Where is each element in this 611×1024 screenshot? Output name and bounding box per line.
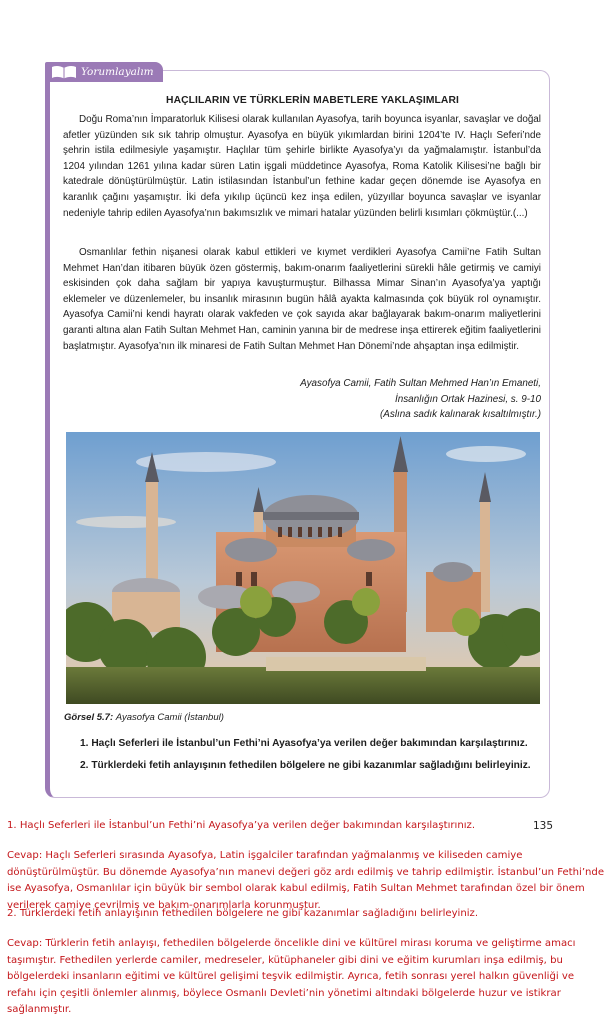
section-tag [45, 62, 163, 82]
source-line-1: Ayasofya Camii, Fatih Sultan Mehmed Han’ın Emaneti, [300, 378, 541, 389]
source-line-3: (Aslına sadık kalınarak kısaltılmıştır.) [380, 409, 541, 421]
answer-2: Cevap: Türklerin fetih anlayışı, fethedilen bölgelerde öncelikle dini ve kültürel mirası koruma ve geliştirme amacı taşımıştır. Fethedilen yerlerde camiler, medreseler, kütüphaneler gibi dini ve eğitim kurumları inşa edilmiş, bu bölgelerdeki insanların eğitimi ve kültürel gelişimi teşvik edilmiştir. Ayrıca, fetih sonrası yerel halkın güvenliği ve refahı için çeşitli önlemler alınmış, böylece Osmanlı Devleti’nin yönetimi altındaki bölgelerde huzur ve istikrar sağlanmıştır. [7, 938, 576, 1015]
page-number: 135 [533, 820, 554, 832]
photo-caption [64, 712, 224, 723]
section-tag-label: Yorumlayalım [81, 66, 154, 78]
caption-label: Görsel 5.7: [64, 712, 114, 723]
source-line-2: İnsanlığın Ortak Hazinesi, s. 9-10 [395, 393, 541, 405]
source-citation [300, 376, 541, 423]
question-1: 1. Haçlı Seferleri ile İstanbul’un Fethi’ni Ayasofya’ya verilen değer bakımından karşılaştırınız. [80, 738, 528, 749]
answer-question-2: 2. Türklerdeki fetih anlayışının fethedilen bölgelere ne gibi kazanımlar sağladığını belirleyiniz. [7, 908, 479, 919]
hagia-sophia-photo [66, 432, 540, 704]
answer-question-1: 1. Haçlı Seferleri ile İstanbul’un Fethi’ni Ayasofya’ya verilen değer bakımından karşılaştırınız. [7, 820, 476, 831]
paragraph-2: Osmanlılar fethin nişanesi olarak kabul ettikleri ve kıymet verdikleri Ayasofya Camii’ne Fatih Sultan Mehmet Han’dan itibaren büyük özen göstermiş, bakım-onarım faaliyetlerini sürekli hâle getirmiş ve camiyi eskisinden çok daha sağlam bir yapıya kavuşturmuştur. Bilhassa Mimar Sinan’ın Ayasofya’ya yaptığı eklemeler ve düzenlemeler, bu insanlık mirasının bugün hâlâ ayakta kalmasında çok büyük rol oynamıştır. Ayasofya Camii’ni kendi hayratı olarak vakfeden ve çok sayıda akar bağlayarak bakım-onarım maliyetlerini garanti altına alan Fatih Sultan Mehmet Han, caminin yanına bir de medrese inşa ettirerek eğitim faaliyetlerini başlatmıştır. Ayasofya’nın ilk minaresi de Fatih Sultan Mehmet Han Dönemi’nde ahşaptan inşa edilmiştir. [63, 247, 541, 352]
open-book-icon [51, 65, 77, 79]
paragraph-1: Doğu Roma’nın İmparatorluk Kilisesi olarak kullanılan Ayasofya, tarih boyunca isyanlar, savaşlar ve doğal afetler yüzünden sık sık tahrip olmuştur. Ayasofya en büyük yıkımlardan birini 1204’te IV. Haçlı Seferi’nde şehrin istila edilmesiyle yaşamıştır. Haçlılar tüm şehirle birlikte Ayasofya’yı da yağmalamıştır. İstanbul’da 1204 yılından 1261 yılına kadar süren Latin işgali müddetince Ayasofya, Roma Katolik Kilisesi’ne bağlı bir katedrale dönüştürülmüştür. Latin istilasından İstanbul’un fethine kadar geçen dönemde ise Ayasofya en karanlık çağını yaşamıştır. İki defa yıkılıp üçüncü kez inşa edilen, yüzyıllar boyunca savaşlar ve isyanlar nedeniyle tahrip edilen Ayasofya’nın bakımsızlık ve mimari hatalar yüzünden belirli kısımları çökmüştür.(...) [63, 114, 541, 219]
answer-1: Cevap: Haçlı Seferleri sırasında Ayasofya, Latin işgalciler tarafından yağmalanmış ve kiliseden camiye dönüştürülmüştür. Bu dönemde Ayasofya’nın manevi değeri göz ardı edilmiş ve tahrip edilmiştir. İstanbul’un Fethi’nde ise Ayasofya, Osmanlılar için büyük bir sembol olarak kabul edilmiş, Fatih Sultan Mehmet tarafından özel bir önem verilerek camiye çevrilmiş ve bakım-onarımlarla korunmuştur. [7, 850, 605, 911]
article-heading: HAÇLILARIN VE TÜRKLERİN MABETLERE YAKLAŞIMLARI [166, 95, 459, 106]
question-2: 2. Türklerdeki fetih anlayışının fethedilen bölgelere ne gibi kazanımlar sağladığını belirleyiniz. [80, 760, 531, 771]
caption-text: Ayasofya Camii (İstanbul) [115, 712, 224, 723]
